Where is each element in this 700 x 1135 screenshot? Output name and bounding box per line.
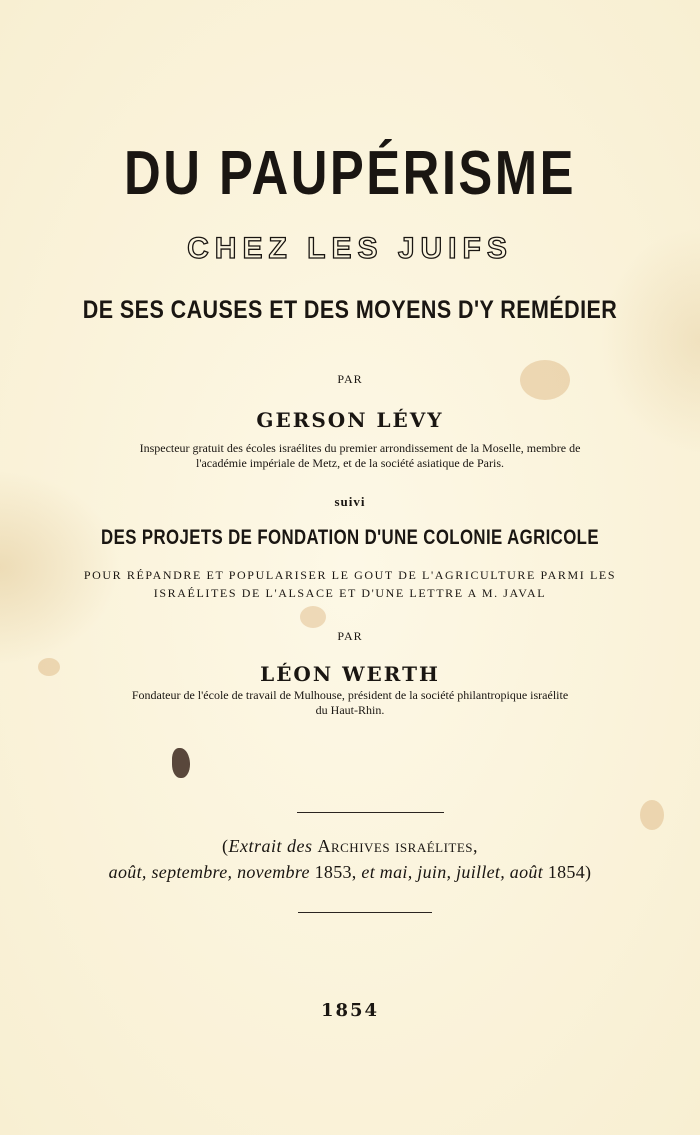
foxing-stain [640, 800, 664, 830]
extract-note [0, 836, 700, 857]
suivi-label: suivi [334, 494, 366, 509]
book-subtitle: CHEZ LES JUIFS [187, 232, 513, 265]
author-name: GERSON LÉVY [256, 408, 444, 432]
extract-open-paren: ( [221, 836, 229, 856]
author-description: Inspecteur gratuit des écoles israélites du premier arrondissement de la Moselle, membre de [139, 441, 581, 455]
extract-dates [0, 862, 700, 883]
second-work-title: DES PROJETS DE FONDATION D'UNE COLONIE AGRICOLE [101, 526, 599, 549]
extract-label: Extrait des [228, 836, 313, 856]
dates-year: 1854) [547, 862, 592, 882]
second-work-description: POUR RÉPANDRE ET POPULARISER LE GOUT DE L'AGRICULTURE PARMI LES [83, 568, 617, 582]
book-title: DU PAUPÉRISME [124, 139, 576, 208]
par-label: PAR [337, 372, 363, 386]
foxing-stain [300, 606, 326, 628]
ink-blot [172, 748, 190, 778]
journal-name: Archives israélites, [317, 836, 479, 856]
dates-year: 1853, [314, 862, 357, 882]
divider-rule [297, 812, 444, 813]
author-description: du Haut-Rhin. [315, 703, 385, 717]
author-name: LÉON WERTH [260, 662, 440, 686]
author-description: Fondateur de l'école de travail de Mulhouse, président de la société philantropique israélite [131, 688, 569, 702]
dates-part: août, septembre, novembre [108, 862, 310, 882]
par-label: PAR [337, 629, 363, 643]
second-work-description: ISRAÉLITES DE L'ALSACE ET D'UNE LETTRE A M. JAVAL [153, 586, 547, 600]
dates-part: et mai, juin, juillet, août [361, 862, 544, 882]
book-subtitle-secondary: DE SES CAUSES ET DES MOYENS D'Y REMÉDIER [82, 296, 618, 324]
author-description: l'académie impériale de Metz, et de la société asiatique de Paris. [195, 456, 505, 470]
publication-year: 1854 [320, 1000, 380, 1021]
divider-rule [298, 912, 432, 913]
